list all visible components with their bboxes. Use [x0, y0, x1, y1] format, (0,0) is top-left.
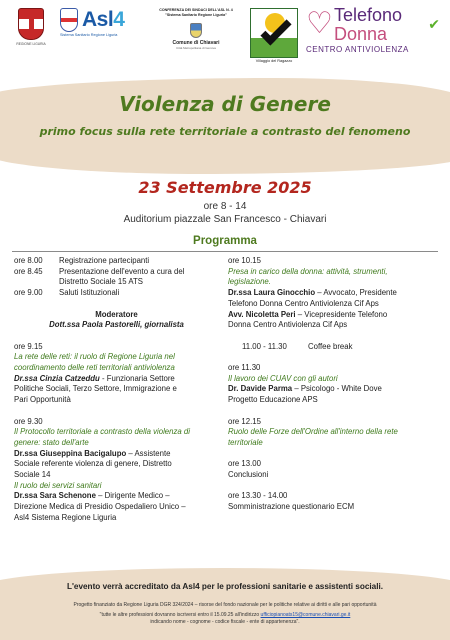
logo-strip: [0, 0, 450, 72]
speaker-role: Pari Opportunità: [14, 395, 71, 405]
speaker-role: Asl4 Sistema Regione Liguria: [14, 512, 117, 522]
accreditation-note: L'evento verrà accreditato da Asl4 per le professioni sanitarie e assistenti sociali.: [66, 582, 384, 591]
liguria-label: REGIONE LIGURIA: [16, 42, 46, 46]
program-left-column: [14, 256, 219, 524]
session-time: ore 9.30: [14, 416, 43, 426]
session-time: ore 13.00: [228, 459, 261, 469]
event-time: ore 8 - 14: [203, 201, 247, 212]
session-time: ore 12.15: [228, 416, 261, 426]
schedule-time: ore 8.45: [14, 266, 43, 276]
comune-chiavari-sub: Città Metropolitana di Genova: [176, 45, 216, 50]
session-speaker: Dr.ssa Sara Schenone – Dirigente Medico –: [14, 491, 170, 501]
funding-note: [10, 602, 440, 626]
telefono-word: Telefono: [334, 5, 403, 25]
session-topic: legislazione.: [228, 277, 271, 287]
session-desc: Somministrazione questionario ECM: [228, 502, 355, 512]
session-speaker: Dr.ssa Cinzia Catzeddu - Funzionaria Settore: [14, 373, 175, 383]
session-time: ore 9.15: [14, 341, 43, 351]
program-right-column: [228, 256, 438, 513]
session-block: [228, 459, 438, 480]
speaker-role: Sociale 14: [14, 470, 51, 480]
schedule-item: [14, 288, 219, 299]
session-desc: Conclusioni: [228, 470, 269, 479]
comune-chiavari-label: Comune di Chiavari: [172, 39, 220, 46]
session-time: ore 10.15: [228, 256, 261, 265]
speaker-role: Sociale referente violenza di genere, Distretto: [14, 459, 172, 469]
session-topic: Ruolo delle Forze dell'Ordine all'interno della rete: [228, 427, 398, 437]
conferenza-sindaci-logo: [150, 8, 242, 50]
session-topic: coordinamento delle reti territoriali antiviolenza: [14, 363, 175, 372]
session-time: ore 13.30 - 14.00: [228, 491, 288, 501]
session-topic: Presa in carico della donna: attività, strumenti,: [228, 266, 388, 276]
coffee-break-item: [228, 342, 438, 353]
session-block: [228, 256, 438, 331]
session-speaker: Dr.ssa Giuseppina Bacigalupo – Assistente: [14, 448, 171, 458]
event-venue: Auditorium piazzale San Francesco - Chiavari: [123, 214, 327, 225]
regione-liguria-logo: [14, 8, 48, 46]
page-title: Violenza di Genere: [119, 92, 331, 116]
conferenza-line2: "Sistema Sanitario Regione Liguria": [165, 12, 227, 17]
moderator-name: Dott.ssa Paola Pastorelli, giornalista: [49, 320, 184, 330]
schedule-desc: Saluti Istituzionali: [59, 288, 120, 298]
session-topic: Il Protocollo territoriale a contrasto della violenza di: [14, 427, 190, 437]
speaker-role: Direzione Medica di Presidio Ospedaliero Unico –: [14, 502, 186, 512]
session-block: [228, 491, 438, 512]
speaker-role: Progetto Educazione APS: [228, 395, 318, 405]
funding-line: Progetto finanziato da Regione Liguria DGR 324/2024 – risorse del fondo nazionale per le politiche relative ai diritti e alle pari opportunità: [73, 602, 377, 608]
session-block: [228, 363, 438, 406]
session-block: [14, 417, 219, 524]
session-time: ore 11.30: [228, 363, 261, 372]
program-title: Programma: [193, 235, 257, 247]
registration-details: indicando nome - cognome - codice fiscale - ente di appartenenza".: [150, 619, 300, 625]
session-speaker: Dr.ssa Laura Ginocchio – Avvocato, Presidente: [228, 288, 397, 298]
heart-icon: ♡: [306, 7, 333, 40]
liguria-crest-icon: [18, 8, 44, 40]
session-topic: La rete delle reti: il ruolo di Regione Liguria nel: [14, 352, 175, 362]
centro-antiviolenza-label: CENTRO ANTIVIOLENZA: [306, 45, 409, 54]
asl-name: Asl4: [82, 8, 125, 31]
asl4-logo: [60, 8, 140, 37]
session-topic: Il lavoro dei CUAV con gli autori: [228, 373, 338, 383]
registration-line: "tutte le altre professioni dovranno iscriversi entro il 15.09.25 all'indirizzo ufficiopianoats15@comune.chiavari.ge.it: [99, 612, 351, 618]
session-topic: territoriale: [228, 437, 263, 447]
villaggio-ragazzo-logo: [248, 8, 300, 63]
villaggio-label: Villaggio del Ragazzo: [255, 59, 293, 63]
green-check-icon: ✔: [428, 16, 440, 32]
break-time: 11.00 - 11.30: [242, 341, 287, 351]
schedule-desc: Presentazione dell'evento a cura del Distretto Sociale 15 ATS: [59, 266, 185, 287]
event-date: 23 Settembre 2025: [138, 178, 312, 197]
break-desc: Coffee break: [308, 341, 353, 351]
registration-email-link[interactable]: ufficiopianoats15@comune.chiavari.ge.it: [260, 612, 351, 618]
schedule-time: ore 8.00: [14, 256, 43, 265]
moderator-label: Moderatore: [95, 309, 138, 319]
speaker-role: Telefono Donna Centro Antiviolenza Cif Aps: [228, 298, 379, 308]
session-speaker: Dr. Davide Parma – Psicologo - White Dove: [228, 384, 382, 394]
speaker-role: Donna Centro Antiviolenza Cif Aps: [228, 320, 348, 330]
asl-crest-icon: [60, 8, 78, 32]
schedule-item: [14, 267, 219, 288]
villaggio-emblem-icon: [250, 8, 298, 58]
conferenza-line1: CONFERENZA DEI SINDACI DELL'ASL N. 4: [159, 8, 233, 12]
donna-word: Donna: [334, 24, 388, 44]
session-speaker: Avv. Nicoletta Peri – Vicepresidente Telefono: [228, 309, 388, 319]
speaker-role: Politiche Sociali, Terzo Settore, Immigrazione e: [14, 384, 177, 394]
chiavari-crest-icon: [190, 23, 202, 38]
page-subtitle: primo focus sulla rete territoriale a contrasto del fenomeno: [39, 125, 411, 138]
schedule-time: ore 9.00: [14, 288, 43, 298]
schedule-desc: Registrazione partecipanti: [59, 256, 150, 265]
telefono-donna-logo: [306, 6, 442, 54]
program-divider: [12, 251, 438, 252]
session-topic: genere: stato dell'arte: [14, 437, 89, 447]
asl-subtitle: Sistema Sanitario Regione Liguria: [60, 33, 118, 37]
schedule-item: [14, 256, 219, 267]
session-topic: Il ruolo dei servizi sanitari: [14, 480, 102, 490]
session-block: [14, 342, 219, 406]
session-block: [228, 417, 438, 449]
